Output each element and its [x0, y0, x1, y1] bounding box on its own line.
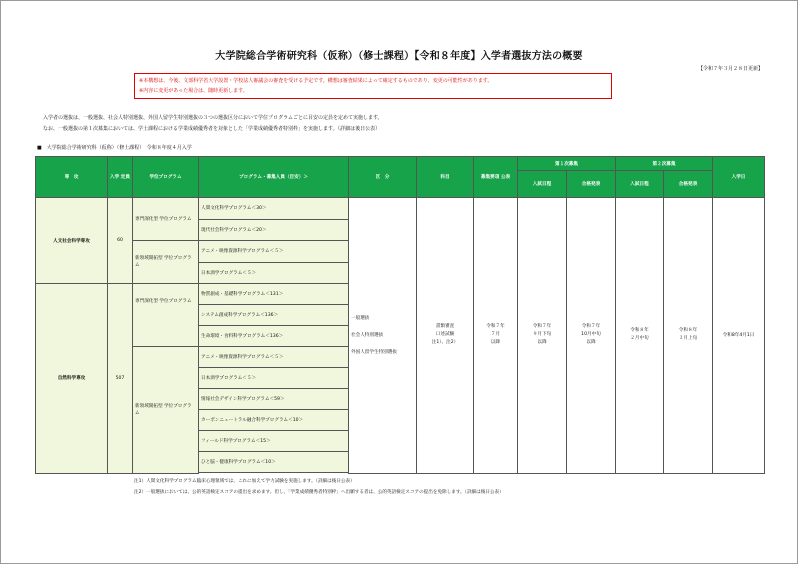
subject-cell: 書類審査 口述試験 注1）、注2）: [417, 198, 474, 474]
degree-type: 専門深化型 学位プログラム: [133, 284, 199, 347]
degree-type: 新領域開拓型 学位プログラム: [133, 241, 199, 284]
header-subject: 科目: [417, 157, 474, 198]
program-item: 日本酒学プログラム＜５＞: [199, 368, 349, 389]
program-item: 人間文化科学プログラム＜30＞: [199, 198, 349, 220]
header-round2: 第２次募集: [616, 157, 713, 171]
major-name: 自然科学専攻: [36, 284, 108, 474]
page-title: 大学院総合学術研究科（仮称）（修士課程）【令和８年度】入学者選抜方法の概要: [215, 51, 583, 62]
category-item: 一般選抜: [351, 315, 370, 321]
degree-type: 新領域開拓型 学位プログラム: [133, 347, 199, 474]
degree-type: 専門深化型 学位プログラム: [133, 198, 199, 241]
header-guideline: 募集要項 公表: [474, 157, 518, 198]
program-item: 生命環境・食料科学プログラム＜136＞: [199, 326, 349, 347]
header-entry: 入学日: [713, 157, 765, 198]
program-item: ひと脳・健康科学プログラム＜10＞: [199, 452, 349, 473]
category-cell: [349, 198, 417, 474]
category-item: 社会人特別選抜: [351, 332, 384, 338]
intro-text: [43, 113, 383, 135]
program-item: 現代社会科学プログラム＜20＞: [199, 219, 349, 241]
header-round1: 第１次募集: [518, 157, 616, 171]
round2-result-cell: 令和８年 ３月上旬: [664, 198, 713, 474]
footnote-line: 注1）人間文化科学プログラム臨床心理領域では、これに加えて学力試験を実施します。（詳細は後日公表）: [134, 479, 355, 484]
footnotes: [134, 476, 504, 498]
round1-result-cell: 令和７年 10月中旬 以降: [567, 198, 616, 474]
notice-line: ※本構想は、今後、文部科学省大学設置・学校法人審議会の審査を受ける予定です。構想は審査結果によって確定するものであり、変更の可能性があります。: [139, 78, 493, 84]
header-exam-date: 入試日程: [616, 171, 664, 198]
header-degree: 学位プログラム: [133, 157, 199, 198]
major-capacity: 60: [108, 198, 133, 284]
program-item: 物質創成・基礎科学プログラム＜131＞: [199, 284, 349, 305]
program-item: アニメ・映像資源科学プログラム＜５＞: [199, 347, 349, 368]
header-program: プログラム・募集人員（目安）＞: [199, 157, 349, 198]
category-item: 外国人留学生特別選抜: [351, 349, 397, 355]
header-result: 合格発表: [664, 171, 713, 198]
header-category: 区 分: [349, 157, 417, 198]
section-label: ■ 大学院総合学術研究科（仮称）（修士課程） 令和８年度４月入学: [37, 145, 192, 151]
program-item: 日本酒学プログラム＜５＞: [199, 262, 349, 284]
header-field: 専 攻: [36, 157, 108, 198]
selection-table-wrap: [35, 156, 765, 474]
spacer-cell: [199, 473, 349, 474]
updated-date: 【令和７年３月２８日更新】: [697, 66, 763, 72]
notice-line: ※内容に変更があった場合は、随時更新します。: [139, 88, 248, 94]
program-item: システム創成科学プログラム＜136＞: [199, 305, 349, 326]
round2-exam-cell: 令和８年 ２月中旬: [616, 198, 664, 474]
program-item: フィールド科学プログラム＜15＞: [199, 431, 349, 452]
program-item: アニメ・映像資源科学プログラム＜５＞: [199, 241, 349, 263]
major-name: 人文社会科学専攻: [36, 198, 108, 284]
header-result: 合格発表: [567, 171, 616, 198]
header-capacity: 入学 定員: [108, 157, 133, 198]
intro-line: なお、一般選抜の第１次募集においては、学士課程における学業成績優秀者を対象とした「学業成績優秀者特別枠」を実施します。（詳細は後日公表）: [43, 126, 381, 132]
program-item: カーボンニュートラル融合科学プログラム＜10＞: [199, 410, 349, 431]
selection-table: [35, 156, 765, 474]
guideline-cell: 令和７年 ７月 以降: [474, 198, 518, 474]
footnote-line: 注2）一般選抜においては、公的英語検定スコアの提出を求めます。但し、「学業成績優秀者特別枠」へ出願する者は、公的英語検定スコアの提出を免除します。（詳細は後日公表）: [134, 490, 504, 495]
round1-exam-cell: 令和７年 ９月下旬 以降: [518, 198, 567, 474]
major-capacity: 507: [108, 284, 133, 474]
intro-line: 入学者の選抜は、一般選抜、社会人特別選抜、外国人留学生特別選抜の３つの選抜区分において学位プログラムごとに目安の定員を定めて実施します。: [43, 115, 383, 121]
entry-cell: 令和8年4月1日: [713, 198, 765, 474]
notice-box: [134, 73, 612, 99]
program-item: 情報社会デザイン科学プログラム＜59＞: [199, 389, 349, 410]
header-exam-date: 入試日程: [518, 171, 567, 198]
